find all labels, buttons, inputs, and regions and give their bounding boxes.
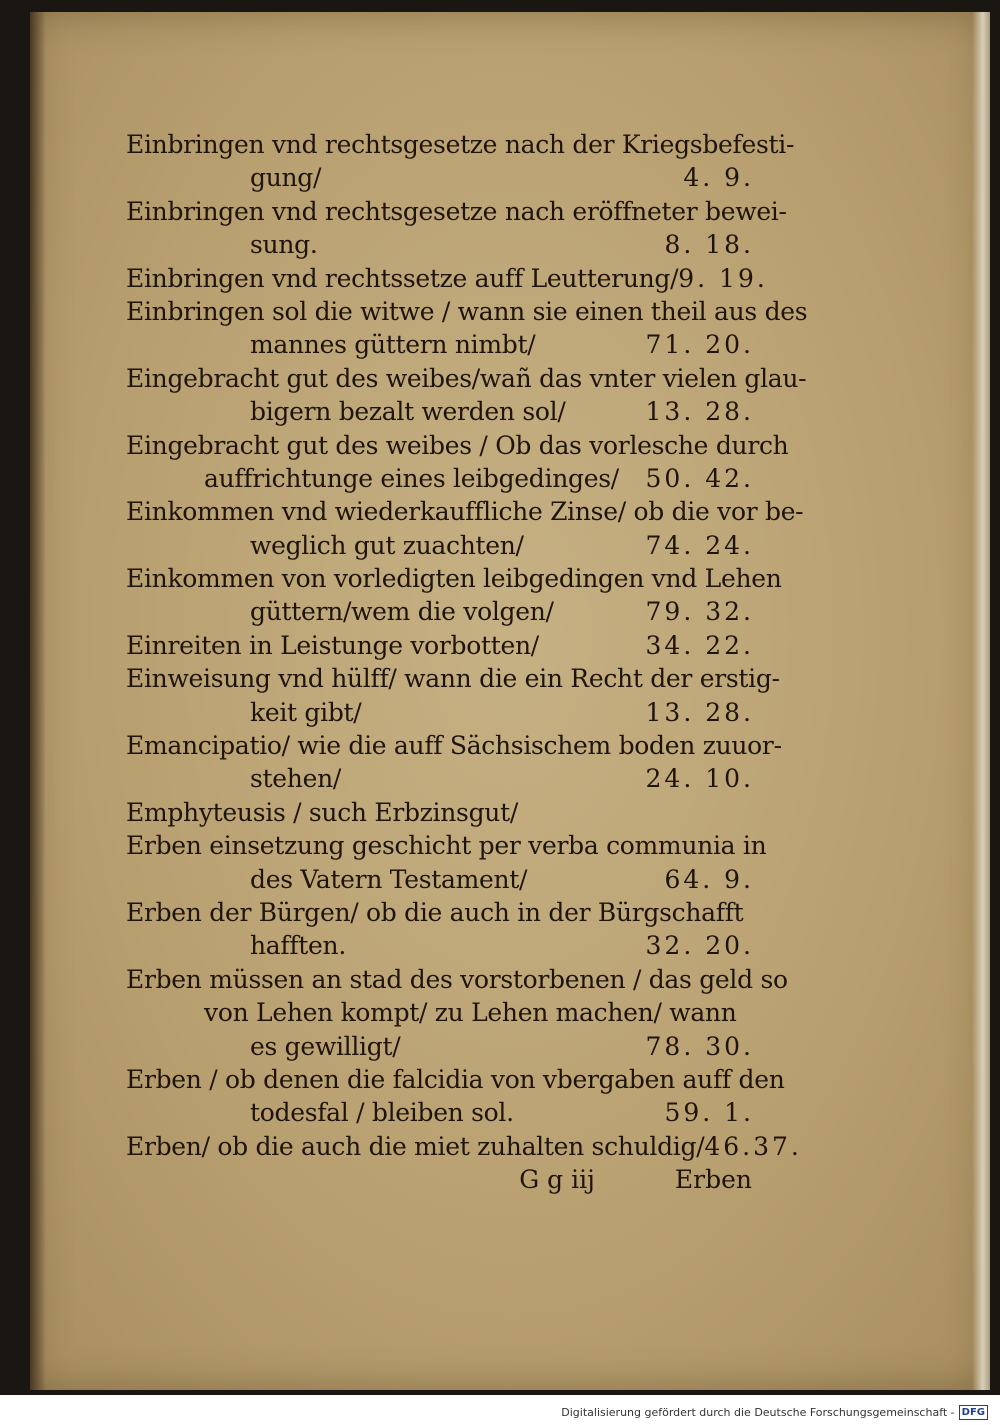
entry-page-reference: 24. 10. [645, 764, 754, 794]
index-entry [126, 829, 767, 896]
entry-page-reference: 9. 19. [678, 263, 768, 293]
entry-text: Emancipatio/ wie die auff Sächsischem boden zuuor- [126, 731, 782, 761]
dfg-logo-icon: DFG [959, 1405, 988, 1420]
index-entry [126, 195, 787, 262]
entry-text: Erben / ob denen die falcidia von vbergaben auff den [126, 1064, 785, 1094]
entry-text: güttern/wem die volgen/ [250, 597, 554, 627]
entry-page-reference: 74. 24. [645, 530, 754, 560]
entry-text: des Vatern Testament/ [250, 864, 528, 894]
entry-headword-line [126, 362, 807, 395]
entry-text: Emphyteusis / such Erbzinsgut/ [126, 797, 518, 827]
entry-text: Erben der Bürgen/ ob die auch in der Bürgschafft [126, 897, 744, 927]
entry-headword-line [126, 1063, 785, 1096]
signature-mark: G g iij [519, 1165, 595, 1195]
entry-continuation-line [126, 595, 756, 628]
entry-continuation-line [126, 863, 756, 896]
index-entries [126, 128, 808, 1163]
entry-headword-line [126, 429, 789, 462]
entry-text: Eingebracht gut des weibes / Ob das vorlesche durch [126, 430, 789, 460]
entry-text: bigern bezalt werden sol/ [250, 397, 566, 427]
entry-headword-line [126, 262, 768, 295]
entry-headword-line [126, 662, 780, 695]
entry-headword-line [126, 963, 788, 996]
digitization-footer [0, 1400, 1000, 1425]
index-entry [126, 495, 804, 562]
entry-headword-line [126, 562, 782, 595]
entry-text: Einbringen vnd rechtsgesetze nach eröffneter bewei- [126, 196, 787, 226]
entry-text: Einbringen vnd rechtsgesetze nach der Kriegsbefesti- [126, 130, 795, 159]
entry-page-reference: 78. 30. [645, 1031, 754, 1061]
entry-text: Eingebracht gut des weibes/wañ das vnter vielen glau- [126, 363, 807, 393]
entry-headword-line [126, 1130, 802, 1163]
entry-text: weglich gut zuachten/ [250, 530, 524, 560]
entry-continuation-line [126, 228, 756, 261]
entry-page-reference: 8. 18. [664, 230, 754, 260]
entry-continuation-line [126, 1030, 756, 1063]
index-entry [126, 729, 782, 796]
index-entry [126, 662, 780, 729]
entry-page-reference: 4. 9. [683, 163, 754, 193]
entry-text: stehen/ [250, 764, 341, 794]
entry-page-reference: 34. 22. [645, 630, 754, 660]
entry-page-reference: 64. 9. [664, 864, 754, 894]
entry-text: Erben einsetzung geschicht per verba communia in [126, 831, 767, 861]
entry-text: Erben müssen an stad des vorstorbenen / das geld so [126, 964, 788, 994]
entry-page-reference: 13. 28. [645, 697, 754, 727]
entry-text: Einbringen vnd rechtssetze auff Leutterung/ [126, 263, 679, 293]
entry-text: Einkommen vnd wiederkauffliche Zinse/ ob die vor be- [126, 497, 804, 527]
entry-text: mannes güttern nimbt/ [250, 330, 536, 360]
entry-headword-line [126, 495, 804, 528]
entry-continuation-line [126, 929, 756, 962]
entry-page-reference: 59. 1. [664, 1098, 754, 1128]
index-entry [126, 562, 782, 629]
entry-headword-line [126, 128, 795, 161]
entry-text: Erben/ ob die auch die miet zuhalten schuldig/ [126, 1131, 705, 1161]
index-entry [126, 796, 756, 829]
entry-text: Einreiten in Leistunge vorbotten/ [126, 630, 539, 660]
entry-continuation-line [126, 696, 756, 729]
entry-page-reference: 13. 28. [645, 397, 754, 427]
index-register [126, 128, 808, 1197]
entry-continuation-line [126, 328, 756, 361]
entry-text: von Lehen kompt/ zu Lehen machen/ wann [204, 998, 737, 1028]
page-edge [972, 12, 990, 1390]
index-entry [126, 429, 789, 496]
entry-headword-line [126, 729, 782, 762]
entry-text: Einbringen sol die witwe / wann sie einen theil aus des [126, 296, 808, 326]
entry-continuation-line [126, 395, 756, 428]
entry-text: sung. [250, 230, 318, 260]
entry-text: auffrichtunge eines leibgedinges/ [204, 463, 619, 493]
entry-headword-line [126, 195, 787, 228]
index-entry [126, 1063, 785, 1130]
index-entry [126, 963, 788, 1063]
entry-headword-line [126, 896, 756, 929]
entry-headword-line [126, 796, 756, 829]
index-entry [126, 1130, 802, 1163]
entry-page-reference: 32. 20. [645, 931, 754, 961]
entry-headword-line [126, 629, 756, 662]
entry-text: hafften. [250, 931, 347, 961]
index-entry [126, 629, 756, 662]
entry-text: es gewilligt/ [250, 1031, 401, 1061]
page-spine-shadow [30, 12, 46, 1390]
entry-text: gung/ [250, 163, 322, 193]
entry-continuation-line [126, 462, 756, 495]
entry-continuation-line [126, 1096, 756, 1129]
entry-text: todesfal / bleiben sol. [250, 1098, 514, 1128]
entry-text: keit gibt/ [250, 697, 362, 727]
entry-page-reference: 79. 32. [645, 597, 754, 627]
entry-headword-line [126, 829, 767, 862]
index-entry [126, 896, 756, 963]
index-entry [126, 128, 795, 195]
index-entry [126, 295, 808, 362]
entry-continuation-line [126, 762, 756, 795]
index-entry [126, 362, 807, 429]
index-entry [126, 262, 768, 295]
entry-headword-line [126, 295, 808, 328]
entry-continuation-line [126, 529, 756, 562]
footer-credit: Digitalisierung gefördert durch die Deutsche Forschungsgemeinschaft - [561, 1406, 955, 1419]
entry-continuation-line [126, 161, 756, 194]
entry-continuation-line [126, 996, 756, 1029]
entry-page-reference: 46.37. [704, 1131, 802, 1161]
entry-text: Einweisung vnd hülff/ wann die ein Recht der erstig- [126, 664, 780, 694]
entry-text: Einkommen von vorledigten leibgedingen vnd Lehen [126, 564, 782, 594]
entry-page-reference: 50. 42. [645, 463, 754, 493]
catchword: Erben [674, 1165, 752, 1195]
entry-page-reference: 71. 20. [645, 330, 754, 360]
page-foot-line [126, 1163, 756, 1197]
